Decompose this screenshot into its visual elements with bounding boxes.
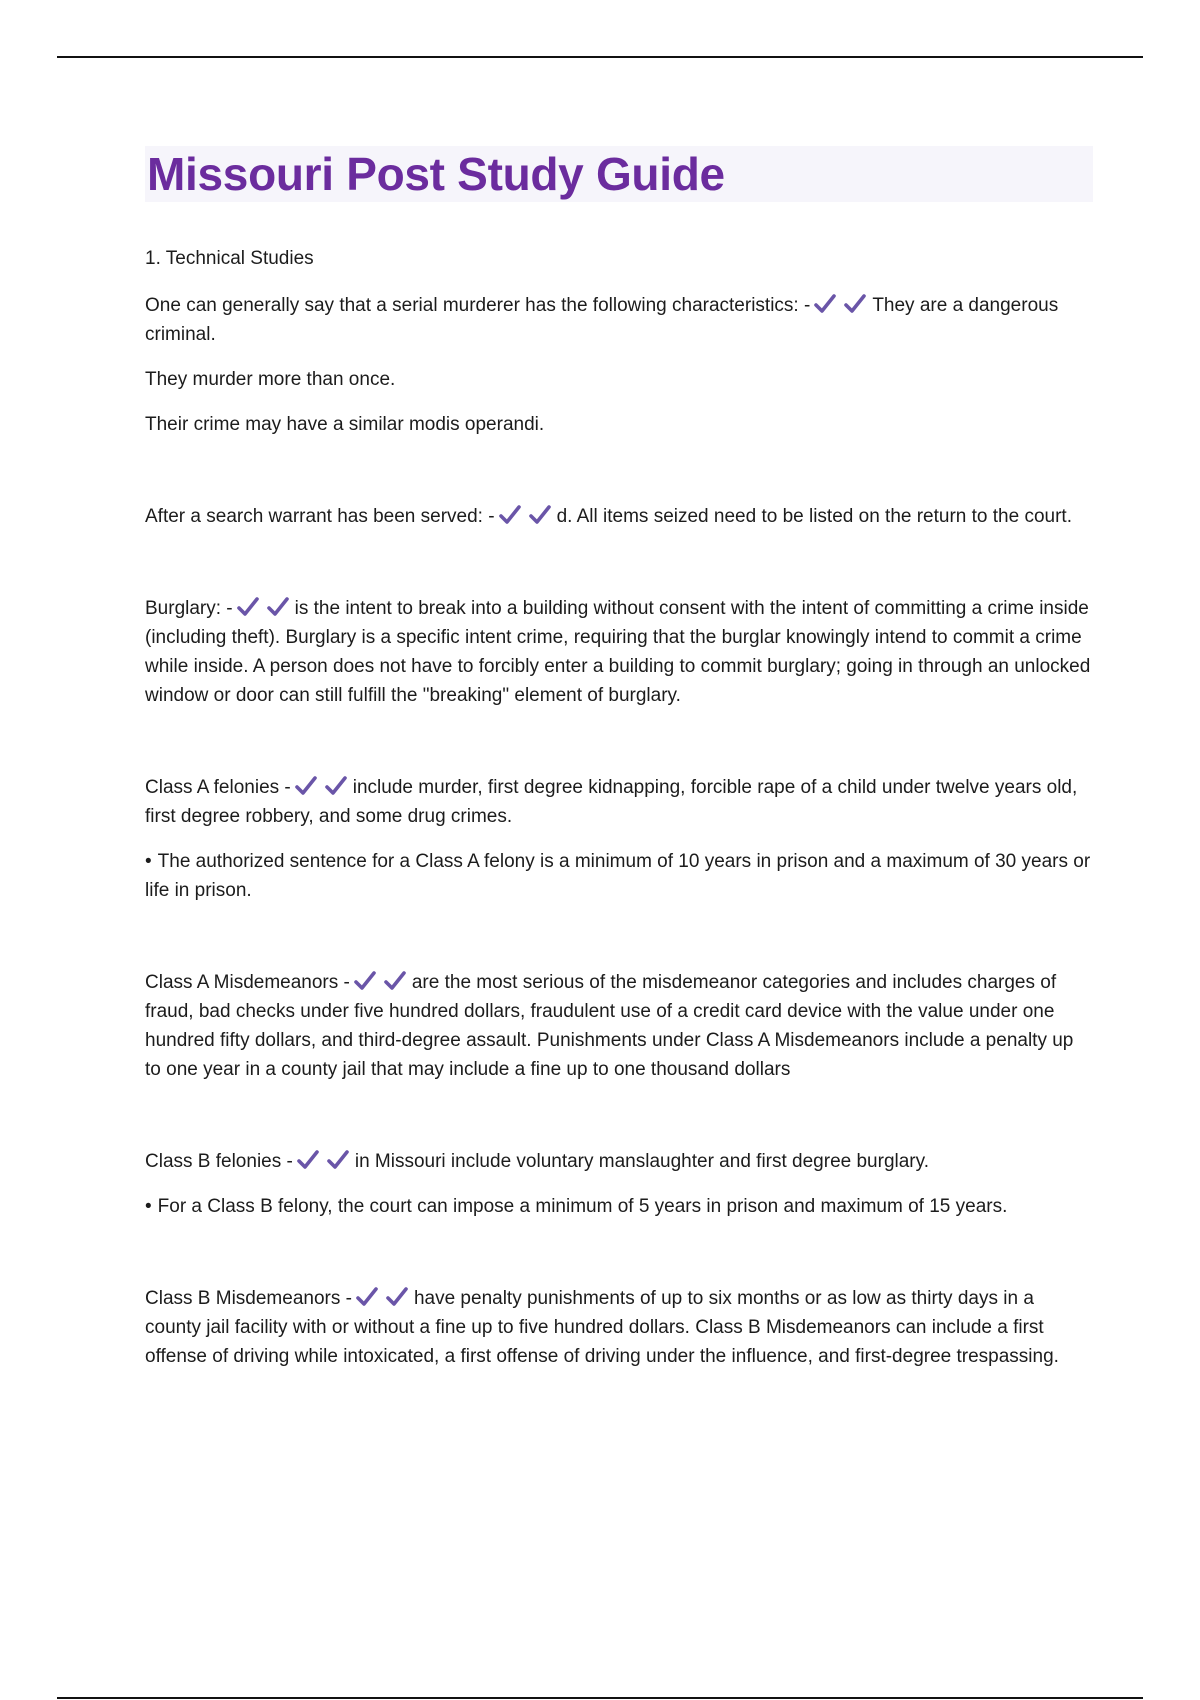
question-text: Class B felonies -	[145, 1151, 293, 1172]
check-mark-icon	[297, 1150, 319, 1170]
answer-checks	[297, 1147, 351, 1176]
answer-text: are the most serious of the misdemeanor categories and includes charges of fraud, bad checks under five hundred dollars, fraudulent use of a credit card device with the value under one hundred fifty dollars, and third-degree assault. Punishments under Class A Misdemeanors include a penalty up to one year in a county jail that may include a fine up to one thousand dollars	[145, 972, 1074, 1080]
answer-text: include murder, first degree kidnapping, forcible rape of a child under twelve years old, first degree robbery, and some drug crimes.	[145, 777, 1078, 827]
qa-entry	[145, 291, 1093, 439]
answer-checks	[295, 773, 349, 802]
bullet-item	[145, 1192, 1093, 1221]
answer-text: is the intent to break into a building without consent with the intent of committing a crime inside (including theft). Burglary is a specific intent crime, requiring that the burglar knowingly intend to commit a crime while inside. A person does not have to forcibly enter a building to commit burglary; going in through an unlocked window or door can still fulfill the "breaking" element of burglary.	[145, 598, 1091, 706]
answer-checks	[237, 594, 291, 623]
check-mark-icon	[354, 971, 376, 991]
qa-paragraph	[145, 968, 1093, 1084]
answer-text: They are a dangerous criminal.	[145, 295, 1059, 345]
section-heading: 1. Technical Studies	[145, 248, 314, 269]
qa-entry	[145, 1147, 1093, 1221]
qa-paragraph	[145, 773, 1093, 831]
answer-checks	[356, 1284, 410, 1313]
title-band	[145, 146, 1093, 202]
bullet-text: For a Class B felony, the court can impose a minimum of 5 years in prison and maximum of 15 years.	[157, 1196, 1008, 1217]
question-text: Class B Misdemeanors -	[145, 1288, 352, 1309]
qa-entry	[145, 773, 1093, 905]
answer-text: have penalty punishments of up to six months or as low as thirty days in a county jail facility with or without a fine up to five hundred dollars. Class B Misdemeanors can include a first offense of driving while intoxicated, a first offense of driving under the influence, and first-degree trespassing.	[145, 1288, 1059, 1367]
answer-checks	[814, 291, 868, 320]
qa-entry	[145, 968, 1093, 1084]
qa-paragraph	[145, 502, 1093, 531]
answer-text: in Missouri include voluntary manslaughter and first degree burglary.	[354, 1151, 929, 1172]
check-mark-icon	[325, 776, 347, 796]
question-text: One can generally say that a serial murderer has the following characteristics: -	[145, 295, 811, 316]
question-text: After a search warrant has been served: -	[145, 506, 495, 527]
check-mark-icon	[386, 1287, 408, 1307]
bullet-item	[145, 847, 1093, 905]
qa-entry	[145, 594, 1093, 710]
qa-paragraph	[145, 1284, 1093, 1371]
check-mark-icon	[267, 597, 289, 617]
check-mark-icon	[384, 971, 406, 991]
question-text: Class A Misdemeanors -	[145, 972, 350, 993]
answer-continuation: They murder more than once.	[145, 369, 396, 390]
check-mark-icon	[327, 1150, 349, 1170]
bullet-icon: •	[145, 851, 152, 872]
question-text: Burglary: -	[145, 598, 233, 619]
answer-text: d. All items seized need to be listed on the return to the court.	[556, 506, 1072, 527]
top-rule	[57, 56, 1143, 58]
check-mark-icon	[295, 776, 317, 796]
qa-entry	[145, 1284, 1093, 1371]
answer-checks	[354, 968, 408, 997]
check-mark-icon	[844, 294, 866, 314]
page-title: Missouri Post Study Guide	[147, 148, 725, 200]
bottom-rule	[57, 1697, 1143, 1699]
qa-entry	[145, 502, 1093, 531]
answer-continuation: Their crime may have a similar modis operandi.	[145, 414, 545, 435]
check-mark-icon	[529, 505, 551, 525]
bullet-text: The authorized sentence for a Class A felony is a minimum of 10 years in prison and a maximum of 30 years or life in prison.	[145, 851, 1091, 901]
check-mark-icon	[356, 1287, 378, 1307]
check-mark-icon	[237, 597, 259, 617]
answer-checks	[499, 502, 553, 531]
document-page	[145, 146, 1093, 1371]
bullet-icon: •	[145, 1196, 152, 1217]
check-mark-icon	[814, 294, 836, 314]
qa-paragraph	[145, 594, 1093, 710]
qa-paragraph	[145, 1147, 1093, 1176]
qa-paragraph	[145, 291, 1093, 349]
question-text: Class A felonies -	[145, 777, 291, 798]
check-mark-icon	[499, 505, 521, 525]
